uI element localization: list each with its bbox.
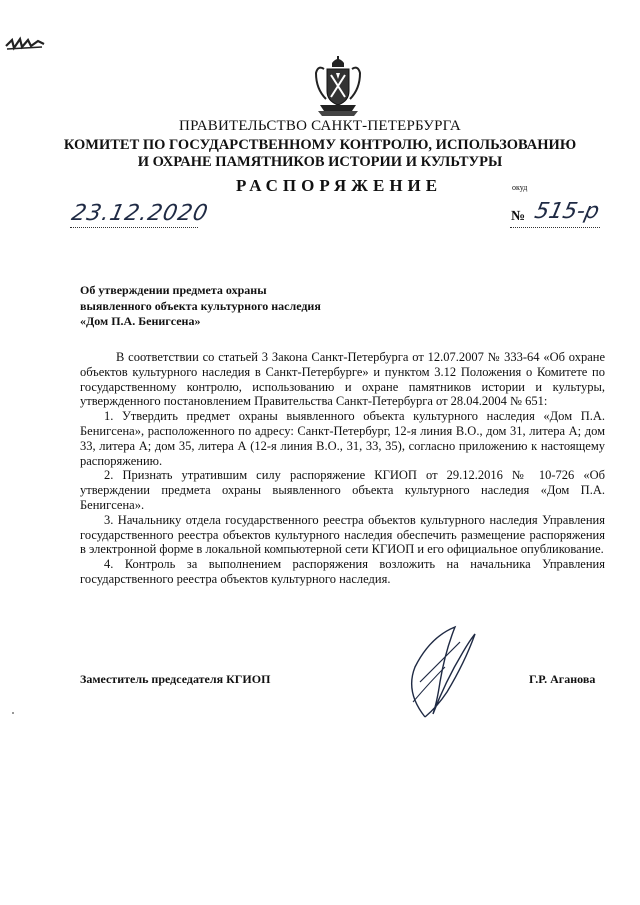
handwritten-signature-icon bbox=[385, 622, 485, 722]
item-1: 1. Утвердить предмет охраны выявленного объекта культурного наследия «Дом П.А. Бенигсена», расположенного по адресу: Санкт-Петербург, 12-я линия В.О., дом 31, литера А; дом 33, литера А; дом 35, литера А (12-я линия В.О., 31, 33, 35), согласно приложению к настоящему распоряжению. bbox=[80, 409, 605, 468]
document-subject bbox=[80, 283, 321, 330]
document-body bbox=[80, 350, 605, 587]
date-underline bbox=[70, 227, 198, 228]
subject-line: «Дом П.А. Бенигсена» bbox=[80, 314, 201, 328]
subject-line: Об утверждении предмета охраны bbox=[80, 283, 267, 297]
signatory-name: Г.Р. Аганова bbox=[529, 672, 596, 686]
scan-artifact bbox=[12, 712, 14, 714]
number-underline bbox=[510, 227, 600, 228]
number-sign: № bbox=[511, 209, 526, 224]
document-date: 23.12.2020 bbox=[69, 201, 211, 226]
intro-paragraph: В соответствии со статьей 3 Закона Санкт-Петербурга от 12.07.2007 № 333-64 «Об охране объектов культурного наследия в Санкт-Петербурге» и пунктом 3.12 Положения о Комитете по государственному контролю, использованию и охране памятников истории и культуры, утвержденного постановлением Правительства Санкт-Петербурга от 28.04.2004 № 651: bbox=[80, 350, 605, 409]
item-3: 3. Начальнику отдела государственного реестра объектов культурного наследия Управления государственного реестра объектов культурного наследия обеспечить размещение распоряжения в электронной форме в локальной компьютерной сети КГИОП и его официальное опубликование. bbox=[80, 512, 605, 557]
committee-title-line1: КОМИТЕТ ПО ГОСУДАРСТВЕННОМУ КОНТРОЛЮ, ИСПОЛЬЗОВАНИЮ bbox=[63, 137, 577, 153]
coat-of-arms-icon bbox=[314, 55, 362, 117]
item-2: 2. Признать утратившим силу распоряжение КГИОП от 29.12.2016 № 10-726 «Об утверждении предмета охраны выявленного объекта культурного наследия «Дом П.А. Бенигсена». bbox=[80, 468, 605, 512]
government-title: ПРАВИТЕЛЬСТВО САНКТ-ПЕТЕРБУРГА bbox=[179, 118, 461, 134]
committee-title bbox=[0, 137, 640, 171]
subject-line: выявленного объекта культурного наследия bbox=[80, 298, 321, 313]
document-number: 515-р bbox=[532, 199, 602, 224]
committee-title-line2: И ОХРАНЕ ПАМЯТНИКОВ ИСТОРИИ И КУЛЬТУРЫ bbox=[137, 154, 503, 170]
signatory-role: Заместитель председателя КГИОП bbox=[80, 672, 271, 686]
okud-label: окуд bbox=[512, 183, 528, 192]
corner-mark-icon bbox=[4, 36, 46, 52]
item-4: 4. Контроль за выполнением распоряжения возложить на начальника Управления государственного реестра объектов культурного наследия. bbox=[80, 557, 605, 586]
document-type: РАСПОРЯЖЕНИЕ bbox=[236, 176, 443, 195]
